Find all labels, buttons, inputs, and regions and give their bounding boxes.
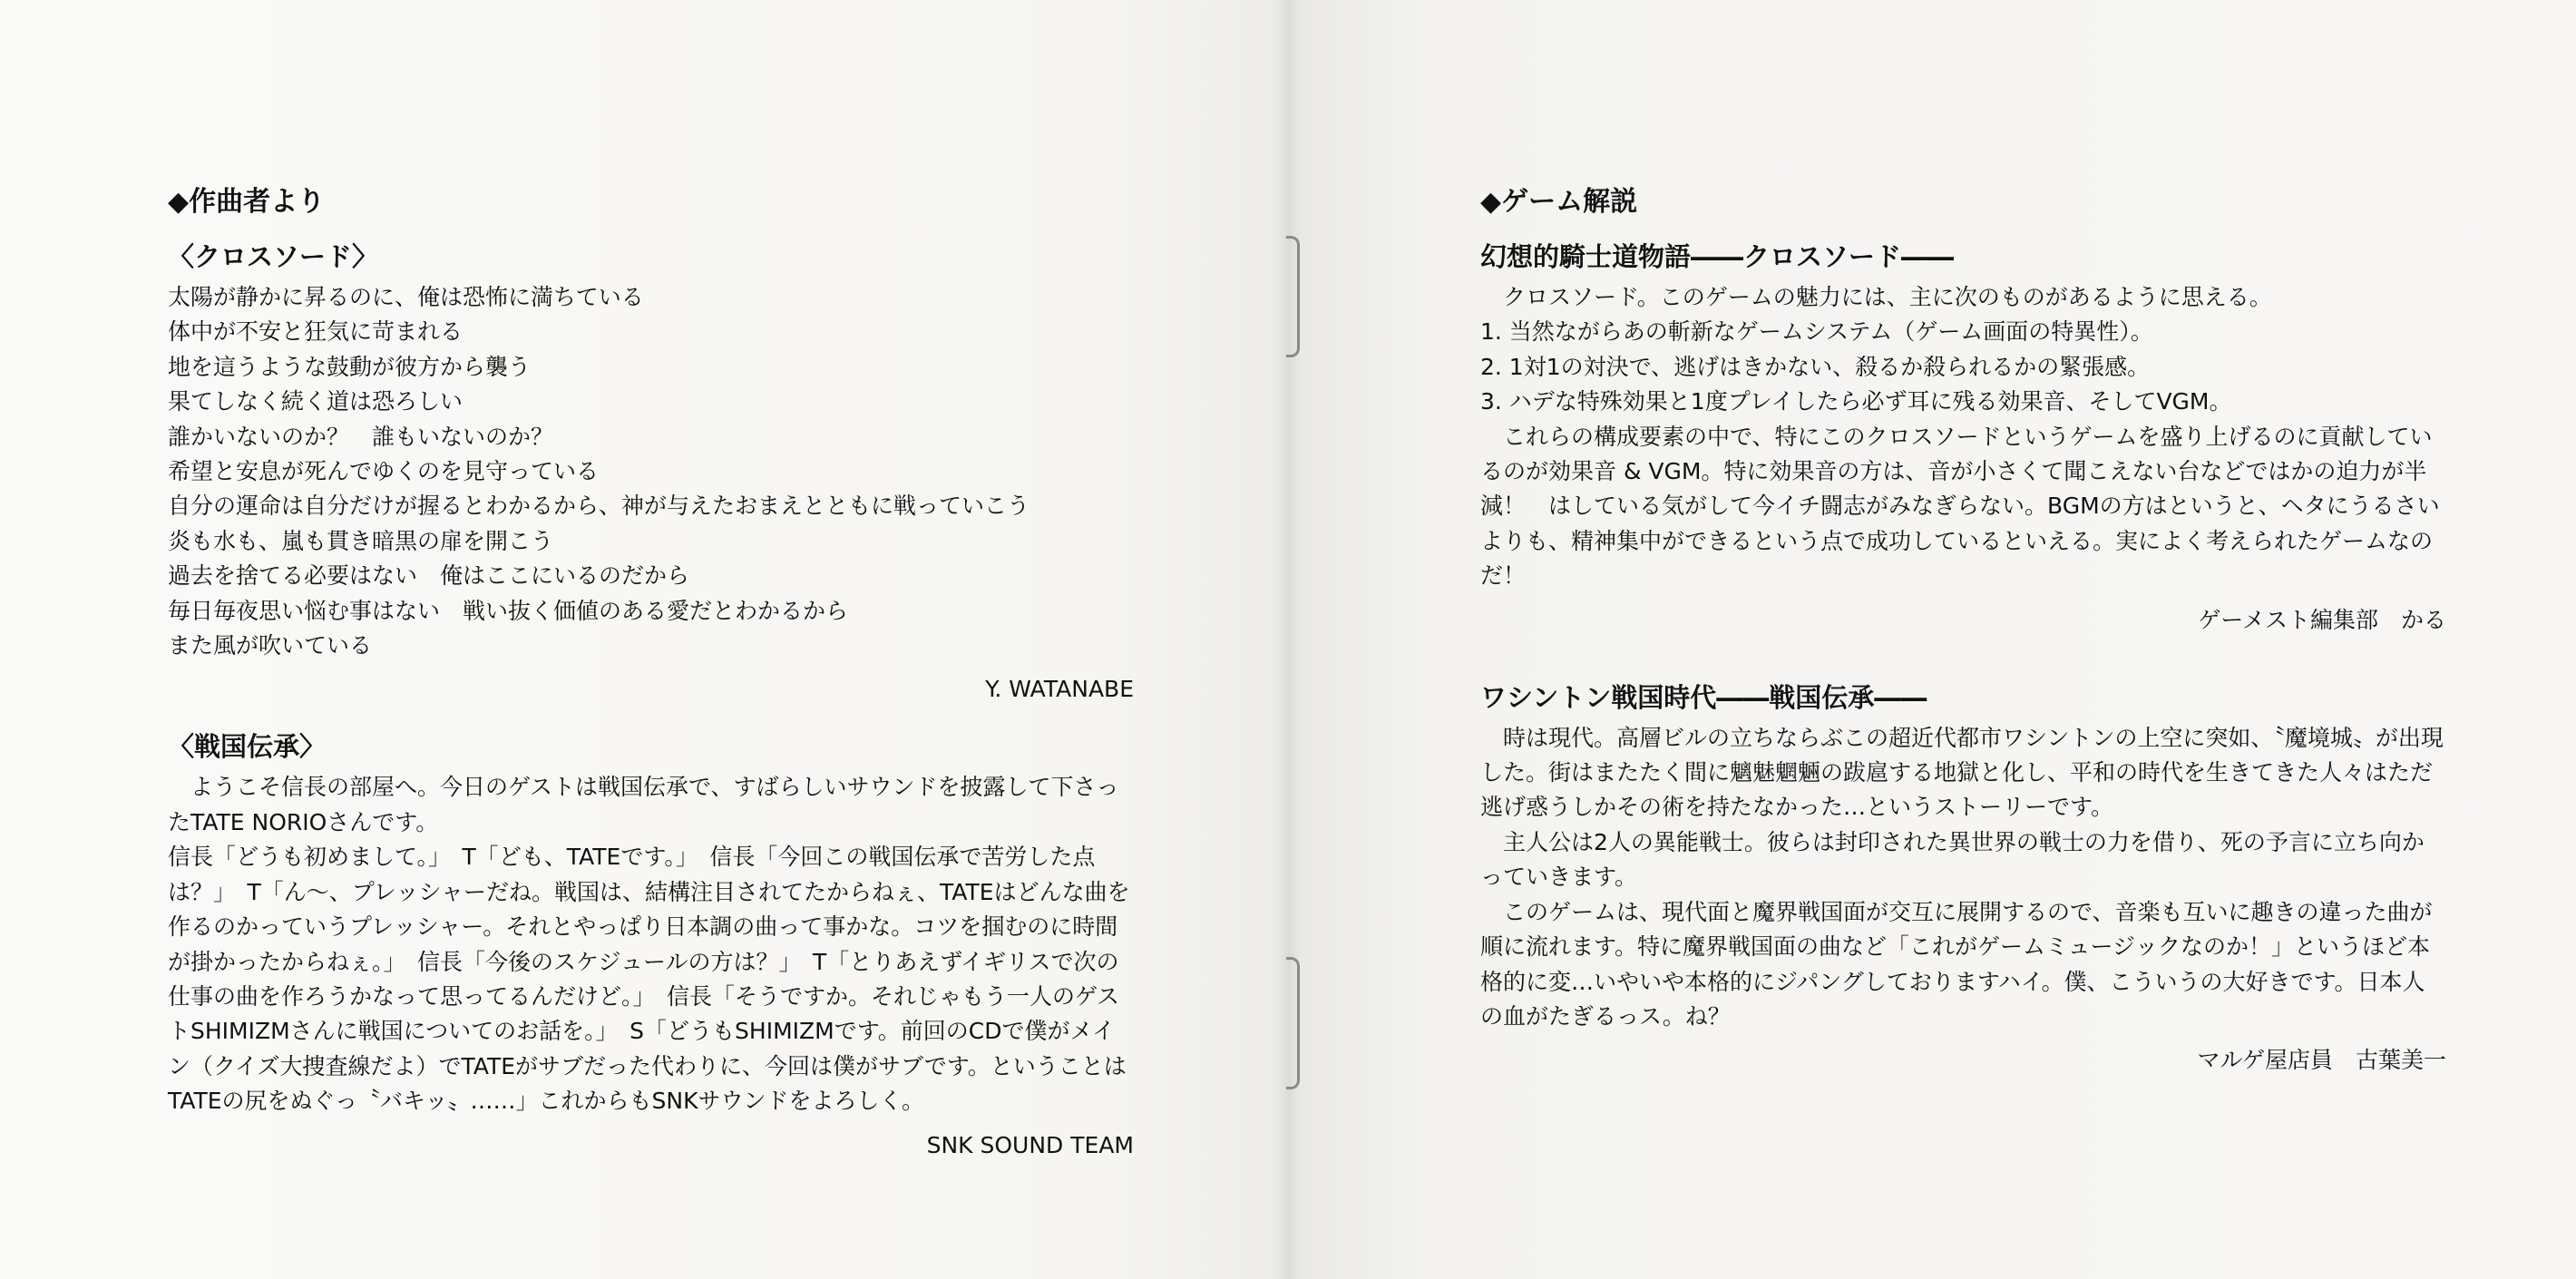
game-section-title: ◆ゲーム解説 [1480,186,1638,218]
staple-top [1286,236,1300,357]
lyric-line: また風が吹いている [168,632,373,659]
composer-section-title: ◆作曲者より [168,186,326,218]
list-item: 3. ハデな特殊効果と1度プレイしたら必ず耳に残る効果音、そしてVGM。 [1480,388,2232,415]
cross-sword-lyrics [168,280,1134,663]
cross-sword-review-heading: 幻想的騎士道物語――クロスソード―― [1480,241,1955,272]
gamest-signature: ゲーメスト編集部 かる [2198,606,2446,633]
list-item: 1. 当然ながらあの斬新なゲームシステム（ゲーム画面の特異性）。 [1480,318,2153,346]
lyric-line: 体中が不安と狂気に苛まれる [168,318,463,346]
lyric-line: 炎も水も、嵐も貫き暗黒の扉を開こう [168,527,554,554]
cross-sword-review-paragraph: これらの構成要素の中で、特にこのクロスソードというゲームを盛り上げるのに貢献しているのが効果音 & VGM。特に効果音の方は、音が小さくて聞こえない台などではかの迫力が半減！ はしている気がして今イチ闘志がみなぎらない。BGMの方はというと、ヘタにうるさいよりも、精神集中ができるという点で成功しているといえる。実によく考えられたゲームなのだ！ [1480,423,2440,590]
lyric-line: 太陽が静かに昇るのに、俺は恐怖に満ちている [168,284,644,310]
lyric-line: 果てしなく続く道は恐ろしい [168,388,463,415]
lyric-line: 地を這うような鼓動が彼方から襲う [168,353,532,380]
cross-sword-lyrics-heading: 〈クロスソード〉 [168,241,379,272]
sengoku-review-paragraph-3: このゲームは、現代面と魔界戦国面が交互に展開するので、音楽も互いに趣きの違った曲が順に流れます。特に魔界戦国面の曲など「これがゲームミュージックなのか！」というほど本格的に変…いやいや本格的にジパングしておりますハイ。僕、こういうの大好きです。日本人の血がたぎるっス。ね？ [1480,898,2433,1030]
sound-team-signature: SNK SOUND TEAM [926,1131,1134,1158]
sengoku-dialogue-paragraph: 信長「どうも初めまして。」 T「ども、TATEです。」 信長「今回この戦国伝承で苦労した点は？」 T「ん〜、プレッシャーだね。戦国は、結構注目されてたからねぇ、TATEはどんな曲を作るのかっていうプレッシャー。それとやっぱり日本調の曲って事かな。コツを掴むのに時間が掛かったからねぇ。」 信長「今後のスケジュールの方は？」 T「とりあえずイギリスで次の仕事の曲を作ろうかなって思ってるんだけど。」 信長「そうですか。それじゃもう一人のゲストSHIMIZMさんに戦国についてのお話を。」 S「どうもSHIMIZMです。前回のCDで僕がメイン（クイズ大捜査線だよ）でTATEがサブだった代わりに、今回は僕がサブです。ということはTATEの尻をぬぐっ〝バキッ〟……」これからもSNKサウンドをよろしく。 [168,844,1130,1115]
cross-sword-intro: クロスソード。このゲームの魅力には、主に次のものがあるように思える。 [1503,284,2272,310]
lyric-line: 毎日毎夜思い悩む事はない 戦い抜く価値のある愛だとわかるから [168,597,849,624]
staple-bottom [1286,957,1300,1089]
cross-sword-feature-list [1480,315,2446,419]
sengoku-review-paragraph-2: 主人公は2人の異能戦士。彼らは封印された異世界の戦士の力を借り、死の予言に立ち向かっていきます。 [1480,828,2425,891]
sengoku-intro-paragraph: ようこそ信長の部屋へ。今日のゲストは戦国伝承で、すばらしいサウンドを披露して下さったTATE NORIOさんです。 [168,774,1119,835]
shop-clerk-signature: マルゲ屋店員 古葉美一 [2197,1047,2446,1074]
lyric-line: 自分の運命は自分だけが握るとわかるから、神が与えたおまえとともに戦っていこう [168,493,1030,520]
lyric-line: 過去を捨てる必要はない 俺はここにいるのだから [168,562,690,590]
sengoku-review-paragraph-1: 時は現代。高層ビルの立ちならぶこの超近代都市ワシントンの上空に突如、〝魔境城〟が出現した。街はまたたく間に魑魅魍魎の跋扈する地獄と化し、平和の時代を生きてきた人々はただ逃げ惑うしかその術を持たなかった…というストーリーです。 [1480,724,2444,821]
lyric-line: 誰かいないのか？ 誰もいないのか？ [168,423,554,450]
sengoku-heading: 〈戦国伝承〉 [168,731,327,763]
sengoku-review-heading: ワシントン戦国時代――戦国伝承―― [1480,681,1927,713]
composer-signature: Y. WATANABE [985,676,1134,703]
game-notes-column [1480,186,2446,1078]
composer-notes-column [168,186,1134,1163]
list-item: 2. 1対1の対決で、逃げはきかない、殺るか殺られるかの緊張感。 [1480,353,2151,380]
lyric-line: 希望と安息が死んでゆくのを見守っている [168,458,600,485]
